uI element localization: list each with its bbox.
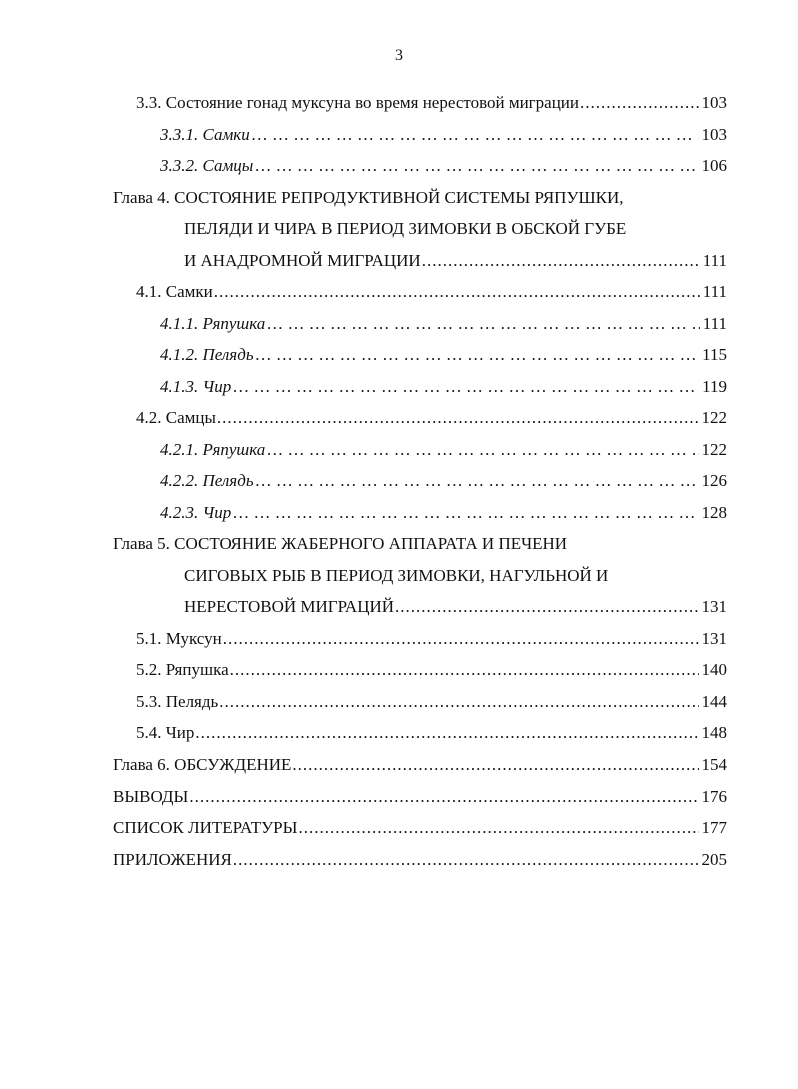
chapter-heading: Глава 5. СОСТОЯНИЕ ЖАБЕРНОГО АППАРАТА И ПЕЧЕНИ: [113, 534, 568, 553]
toc-entry-title: 5.3. Пелядь: [136, 692, 219, 711]
toc-leader: [223, 628, 699, 650]
toc-entry-title: 5.4. Чир: [136, 723, 195, 742]
toc-entry: [160, 470, 727, 492]
toc-entry: [160, 124, 727, 146]
toc-leader: [217, 407, 699, 429]
toc-entry-page: 119: [702, 377, 727, 396]
chapter-heading: Глава 4. СОСТОЯНИЕ РЕПРОДУКТИВНОЙ СИСТЕМЫ РЯПУШКИ,: [113, 188, 624, 207]
toc-entry: [160, 313, 727, 335]
toc-entry: [136, 92, 727, 114]
toc-entry-title: ПРИЛОЖЕНИЯ: [113, 850, 232, 869]
toc-entry-page: 154: [701, 755, 727, 774]
toc-leader: [254, 155, 698, 177]
toc-entry-title: 4.1. Самки: [136, 282, 213, 301]
toc-entry: [136, 659, 727, 681]
toc-entry-title: 4.2.2. Пелядь: [160, 471, 254, 490]
toc-entry-page: 148: [701, 723, 727, 742]
toc-entry-page: 111: [702, 314, 727, 333]
toc-leader: [395, 596, 698, 618]
toc-entry-page: 122: [701, 440, 727, 459]
toc-leader: [230, 659, 699, 681]
toc-entry: [113, 849, 727, 871]
toc-entry: [160, 376, 727, 398]
toc-entry: [184, 596, 727, 618]
toc-entry-title: 3.3.1. Самки: [160, 125, 250, 144]
toc-entry-title: И АНАДРОМНОЙ МИГРАЦИИ: [184, 251, 421, 270]
toc-entry-title: ВЫВОДЫ: [113, 787, 189, 806]
toc-entry-page: 144: [701, 692, 727, 711]
toc-leader: [219, 691, 698, 713]
toc-leader: [232, 376, 699, 398]
toc-entry: [160, 344, 727, 366]
toc-entry-page: 177: [701, 818, 727, 837]
toc-leader: [189, 786, 698, 808]
toc-entry: [184, 250, 727, 272]
toc-entry-title: 4.1.1. Ряпушка: [160, 314, 266, 333]
toc-entry-page: 103: [701, 93, 727, 112]
toc-entry-title: 4.2.1. Ряпушка: [160, 440, 266, 459]
toc-entry-page: 176: [701, 787, 727, 806]
toc-entry: [136, 407, 727, 429]
toc-entry-title: 4.1.2. Пелядь: [160, 345, 254, 364]
toc-entry-page: 122: [701, 408, 727, 427]
toc-entry: [113, 754, 727, 776]
toc-entry: [136, 722, 727, 744]
toc-entry: [136, 281, 727, 303]
toc-entry: [136, 628, 727, 650]
toc-entry-page: 205: [701, 850, 727, 869]
toc-leader: [292, 754, 698, 776]
toc-entry-title: 3.3. Состояние гонад муксуна во время нерестовой миграции: [136, 93, 579, 112]
page-number: 3: [395, 47, 403, 64]
toc-entry-page: 106: [701, 156, 727, 175]
toc-entry-title: 4.1.3. Чир: [160, 377, 232, 396]
toc-entry-page: 111: [702, 282, 727, 301]
toc-entry: [136, 691, 727, 713]
toc-leader: [251, 124, 699, 146]
toc-entry: [160, 155, 727, 177]
toc-entry-title: 5.2. Ряпушка: [136, 660, 229, 679]
toc-entry-page: 111: [702, 251, 727, 270]
toc-entry: [113, 786, 727, 808]
toc-entry: [113, 817, 727, 839]
chapter-heading-continued: ПЕЛЯДИ И ЧИРА В ПЕРИОД ЗИМОВКИ В ОБСКОЙ ГУБЕ: [184, 219, 627, 238]
toc-entry-title: 4.2.3. Чир: [160, 503, 232, 522]
toc-leader: [422, 250, 700, 272]
toc-leader: [266, 439, 698, 461]
toc-entry-page: 131: [701, 597, 727, 616]
toc-entry-title: Глава 6. ОБСУЖДЕНИЕ: [113, 755, 292, 774]
toc-entry-title: СПИСОК ЛИТЕРАТУРЫ: [113, 818, 298, 837]
chapter-heading-continued: СИГОВЫХ РЫБ В ПЕРИОД ЗИМОВКИ, НАГУЛЬНОЙ И: [184, 566, 609, 585]
toc-entry-title: 4.2. Самцы: [136, 408, 216, 427]
toc-leader: [255, 344, 700, 366]
toc-leader: [580, 92, 699, 114]
toc-entry-page: 115: [702, 345, 727, 364]
toc-entry-page: 103: [701, 125, 727, 144]
toc-entry-title: 5.1. Муксун: [136, 629, 222, 648]
toc-entry: [160, 502, 727, 524]
toc-entry: [160, 439, 727, 461]
toc-leader: [233, 849, 699, 871]
toc-leader: [298, 817, 698, 839]
toc-leader: [214, 281, 700, 303]
toc-entry-page: 131: [701, 629, 727, 648]
toc-entry-page: 140: [701, 660, 727, 679]
toc-entry-page: 128: [701, 503, 727, 522]
toc-leader: [195, 722, 698, 744]
toc-leader: [232, 502, 698, 524]
toc-entry-page: 126: [701, 471, 727, 490]
toc-leader: [255, 470, 699, 492]
toc-entry-title: 3.3.2. Самцы: [160, 156, 254, 175]
toc-leader: [266, 313, 699, 335]
toc-entry-title: НЕРЕСТОВОЙ МИГРАЦИЙ: [184, 597, 395, 616]
